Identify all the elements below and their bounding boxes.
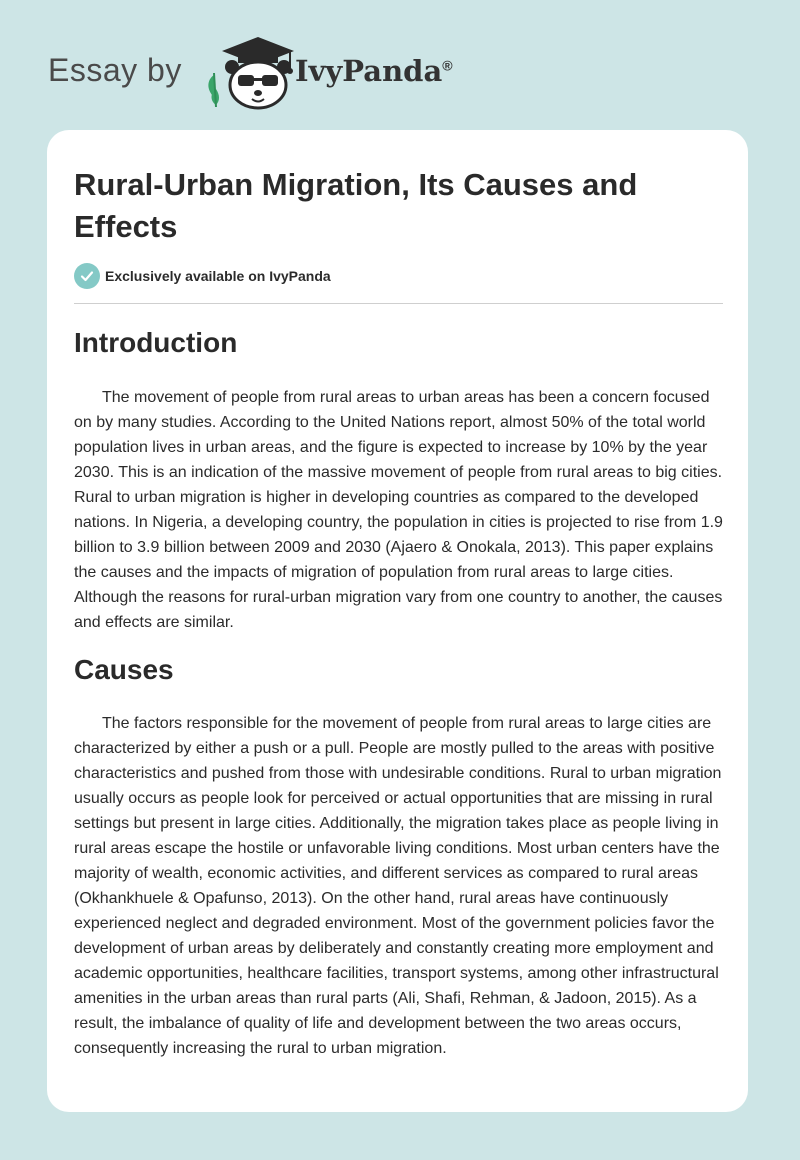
section-text-causes: The factors responsible for the movement of people from rural areas to large cities are characterized by either a push or a pull. People are mostly pulled to the areas with positive characteristics and pushed from those with undesirable conditions. Rural to urban migration usually occurs as people look for perceived or actual opportunities that are missing in rural settings but present in large cities. Additionally, the migration takes place as people living in rural areas escape the hostile or unfavorable living conditions. Most urban centers have the majority of wealth, economic activities, and different services as compared to rural areas (Okhankhuele & Opafunso, 2013). On the other hand, rural areas have continuously experienced neglect and degraded environment. Most of the government policies favor the development of urban areas by deliberately and constantly creating more employment and academic opportunities, healthcare facilities, transport systems, among other infrastructural amenities in the urban areas than rural parts (Ali, Shafi, Rehman, & Jadoon, 2015). As a result, the imbalance of quality of life and development between the two areas occurs, consequently increasing the rural to urban migration. [74, 715, 722, 1057]
site-header [48, 30, 748, 110]
brand-logo-text[interactable] [295, 54, 453, 88]
divider [74, 303, 723, 304]
essay-by-label: Essay by [48, 52, 182, 88]
article-title: Rural-Urban Migration, Its Causes and Effects [74, 167, 638, 244]
registered-mark: ® [442, 57, 453, 74]
exclusive-badge-label: Exclusively available on IvyPanda [105, 268, 331, 284]
brand-name: IvyPanda [295, 54, 443, 88]
section-text-introduction: The movement of people from rural areas to urban areas has been a concern focused on by many studies. According to the United Nations report, almost 50% of the total world population lives in urban areas, and the figure is expected to increase by 10% by the year 2030. This is an indication of the massive movement of people from rural areas to big cities. Rural to urban migration is higher in developing countries as compared to the developed nations. In Nigeria, a developing country, the population in cities is projected to rise from 1.9 billion to 3.9 billion between 2009 and 2030 (Ajaero & Onokala, 2013). This paper explains the causes and the impacts of migration of population from rural areas to large cities. Although the reasons for rural-urban migration vary from one country to another, the causes and effects are similar. [74, 389, 723, 631]
checkmark-icon [74, 263, 100, 289]
section-heading-causes: Causes [74, 654, 174, 685]
article-card [47, 130, 748, 1112]
panda-graduate-icon [202, 35, 298, 111]
exclusive-badge [74, 263, 331, 289]
section-heading-introduction: Introduction [74, 327, 238, 358]
